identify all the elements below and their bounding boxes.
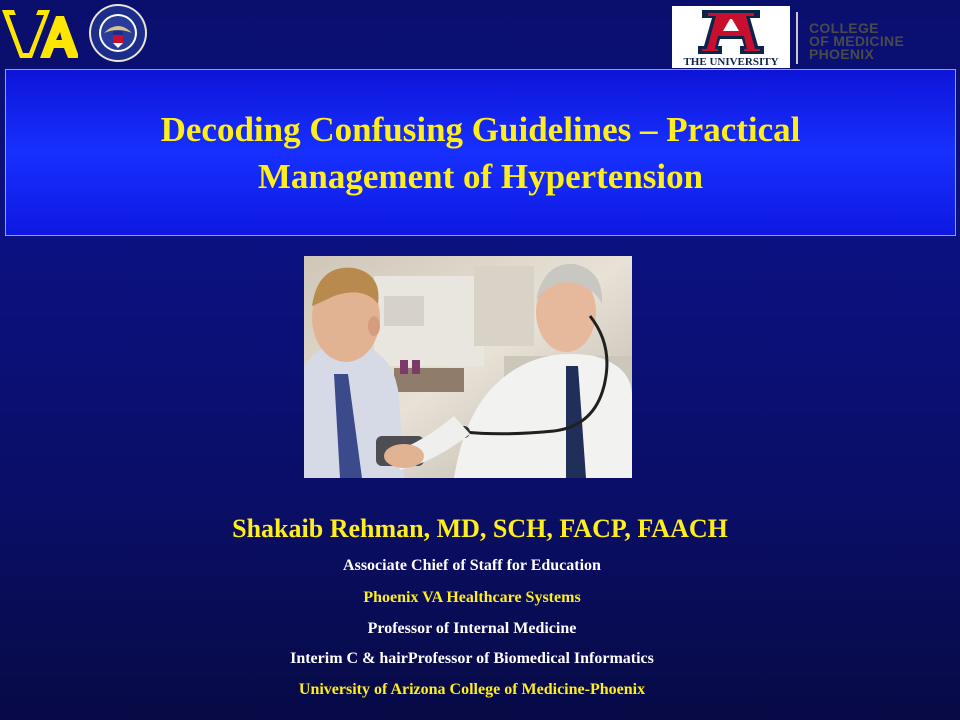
college-line-1: COLLEGE <box>809 20 879 36</box>
presenter-role-3: Interim C & hairProfessor of Biomedical Informatics <box>290 650 654 667</box>
title-line-2: Management of Hypertension <box>257 156 704 196</box>
ua-caption: THE UNIVERSITY <box>683 56 779 68</box>
presenter-name: Shakaib Rehman, MD, SCH, FACP, FAACH <box>232 514 728 543</box>
college-line-3: PHOENIX <box>809 46 875 62</box>
presenter-role-2: Professor of Internal Medicine <box>367 620 577 637</box>
presenter-affiliation-2: University of Arizona College of Medicine-Phoenix <box>298 681 646 698</box>
college-line-2: OF MEDICINE <box>809 33 905 49</box>
va-logo-icon <box>0 2 78 66</box>
title-box <box>5 69 956 236</box>
doctor-taking-blood-pressure-photo-icon <box>304 256 632 478</box>
logo-divider <box>796 12 798 64</box>
presenter-affiliation-1: Phoenix VA Healthcare Systems <box>363 589 581 606</box>
department-of-veterans-affairs-seal-icon <box>80 3 156 63</box>
slide-title <box>161 106 801 200</box>
university-of-arizona-a-icon <box>672 6 790 68</box>
title-line-1: Decoding Confusing Guidelines – Practical <box>160 109 801 149</box>
presenter-role-1: Associate Chief of Staff for Education <box>343 557 601 574</box>
college-of-medicine-logo-text <box>809 22 904 61</box>
